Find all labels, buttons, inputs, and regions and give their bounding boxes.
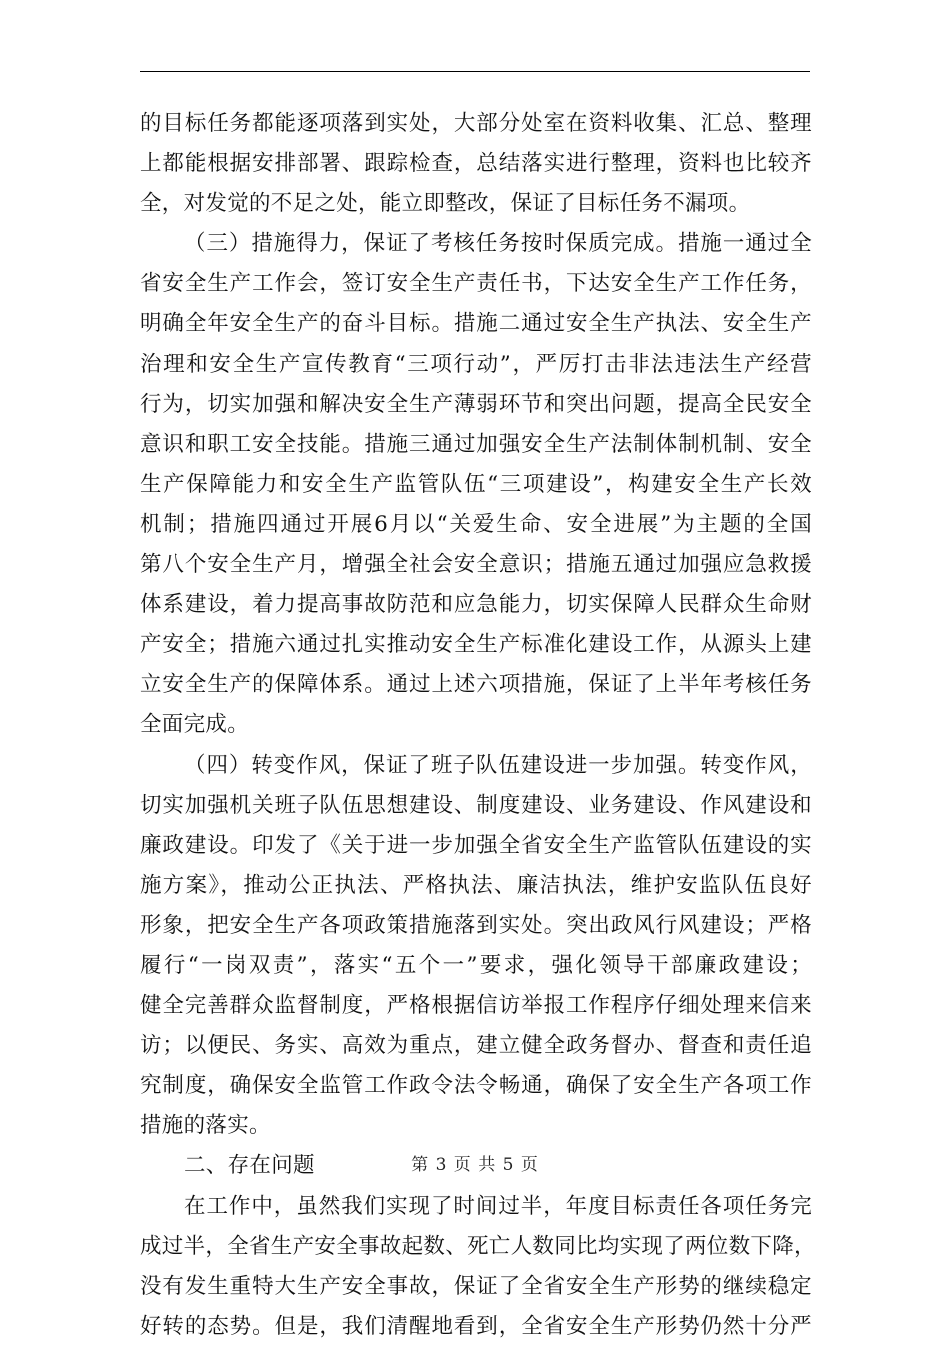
text-line: 全面完成。 bbox=[140, 712, 250, 738]
text-line: 省安全生产工作会，签订安全生产责任书，下达安全生产工作任务， bbox=[140, 271, 812, 297]
page-footer: 第 3 页 共 5 页 bbox=[411, 1155, 539, 1175]
text-line: 好转的态势。但是，我们清醒地看到，全省安全生产形势仍然十分严 bbox=[140, 1313, 812, 1339]
text-line: 二、存在问题 bbox=[184, 1153, 315, 1179]
text-line: 全，对发觉的不足之处，能立即整改，保证了目标任务不漏项。 bbox=[140, 191, 751, 217]
text-line: 履行“一岗双责”，落实“五个一”要求，强化领导干部廉政建设； bbox=[140, 952, 812, 978]
text-line: 意识和职工安全技能。措施三通过加强安全生产法制体制机制、安全 bbox=[140, 431, 812, 457]
text-line: 切实加强机关班子队伍思想建设、制度建设、业务建设、作风建设和 bbox=[140, 792, 812, 818]
text-line: 廉政建设。印发了《关于进一步加强全省安全生产监管队伍建设的实 bbox=[140, 832, 812, 858]
header-rule bbox=[140, 71, 810, 72]
text-line: 产安全；措施六通过扎实推动安全生产标准化建设工作，从源头上建 bbox=[140, 632, 812, 658]
text-line: 成过半，全省生产安全事故起数、死亡人数同比均实现了两位数下降， bbox=[140, 1233, 816, 1259]
text-line: 行为，切实加强和解决安全生产薄弱环节和突出问题，提高全民安全 bbox=[140, 391, 812, 417]
text-line: 形象，把安全生产各项政策措施落到实处。突出政风行风建设；严格 bbox=[140, 912, 812, 938]
text-line: 机制；措施四通过开展6月以“关爱生命、安全进展”为主题的全国 bbox=[140, 511, 812, 537]
text-line: 健全完善群众监督制度，严格根据信访举报工作程序仔细处理来信来 bbox=[140, 993, 812, 1019]
text-line: 施方案》，推动公正执法、严格执法、廉洁执法，维护安监队伍良好 bbox=[140, 872, 812, 898]
text-line: 措施的落实。 bbox=[140, 1113, 271, 1139]
text-line: 的目标任务都能逐项落到实处，大部分处室在资料收集、汇总、整理 bbox=[140, 111, 812, 136]
text-line: （四）转变作风，保证了班子队伍建设进一步加强。转变作风， bbox=[184, 752, 812, 778]
text-line: 上都能根据安排部署、跟踪检查，总结落实进行整理，资料也比较齐 bbox=[140, 151, 812, 177]
text-line: 在工作中，虽然我们实现了时间过半，年度目标责任各项任务完 bbox=[184, 1193, 812, 1219]
text-line: 第八个安全生产月，增强全社会安全意识；措施五通过加强应急救援 bbox=[140, 552, 812, 578]
text-line: 访；以便民、务实、高效为重点，建立健全政务督办、督查和责任追 bbox=[140, 1033, 812, 1059]
text-line: 立安全生产的保障体系。通过上述六项措施，保证了上半年考核任务 bbox=[140, 672, 812, 698]
text-line: 治理和安全生产宣传教育“三项行动”，严厉打击非法违法生产经营 bbox=[140, 351, 812, 377]
text-line: 没有发生重特大生产安全事故，保证了全省安全生产形势的继续稳定 bbox=[140, 1273, 812, 1299]
text-line: 究制度，确保安全监管工作政令法令畅通，确保了安全生产各项工作 bbox=[140, 1073, 812, 1099]
text-line: （三）措施得力，保证了考核任务按时保质完成。措施一通过全 bbox=[184, 231, 812, 257]
text-line: 体系建设，着力提高事故防范和应急能力，切实保障人民群众生命财 bbox=[140, 592, 812, 618]
text-line: 生产保障能力和安全生产监管队伍“三项建设”，构建安全生产长效 bbox=[140, 471, 812, 497]
text-line: 明确全年安全生产的奋斗目标。措施二通过安全生产执法、安全生产 bbox=[140, 311, 812, 337]
